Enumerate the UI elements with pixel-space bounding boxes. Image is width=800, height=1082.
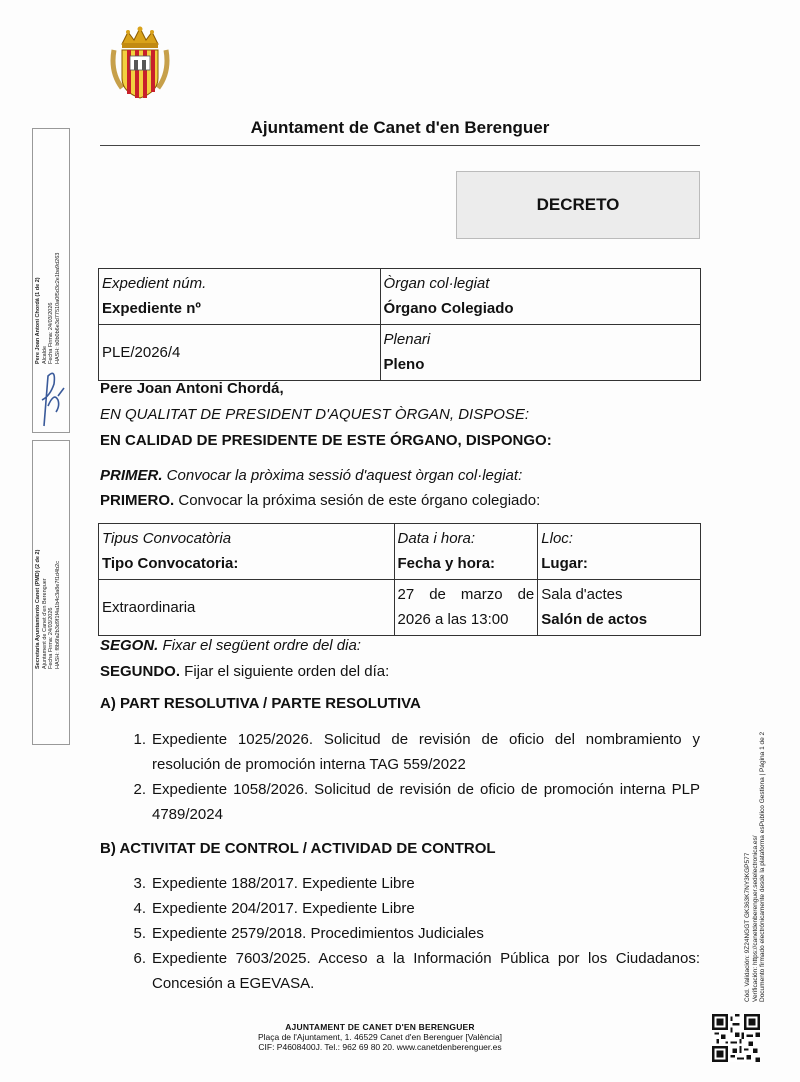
- signature-panel-2: [32, 440, 70, 745]
- agenda-item: [100, 946, 700, 996]
- second-point-label-es: SEGUNDO.: [100, 663, 181, 680]
- session-type-value: Extraordinaria: [102, 599, 196, 616]
- session-date-cell: [394, 580, 538, 636]
- agenda-item-number: 5.: [133, 925, 146, 942]
- agenda-item: [100, 727, 700, 777]
- organ-label-es: Órgano Colegiado: [383, 300, 514, 317]
- expedient-table: [98, 268, 701, 381]
- municipal-crest-logo: [108, 26, 172, 102]
- qr-code-icon: [712, 1014, 760, 1062]
- session-type-header: [99, 524, 395, 580]
- first-point-text-ca: Convocar la pròxima sessió d'aquest òrgan col·legiat:: [162, 467, 523, 484]
- agenda-item-text: Expediente 1058/2026. Solicitud de revisión de oficio de promoción interna PLP 4789/2024: [152, 781, 700, 823]
- expedient-label-ca: Expedient núm.: [102, 275, 207, 292]
- validation-code: Cód. Validación: 9Z24NGGT GK363K7NY3KGP577: [744, 852, 751, 1002]
- section-b-heading: B) ACTIVITAT DE CONTROL / ACTIVIDAD DE CONTROL: [100, 840, 496, 857]
- session-place-label-ca: Lloc:: [541, 530, 573, 547]
- expedient-number: PLE/2026/4: [102, 344, 181, 361]
- second-point-text-ca: Fixar el següent ordre del dia:: [158, 637, 361, 654]
- page-footer: [220, 1022, 540, 1052]
- agenda-item-number: 4.: [133, 900, 146, 917]
- first-point-ca: [100, 467, 522, 484]
- footer-org-name: AJUNTAMENT DE CANET D'EN BERENGUER: [285, 1022, 475, 1032]
- signature-2-date: Fecha Firma: 24/03/2026: [48, 607, 54, 669]
- first-point-es: [100, 492, 540, 509]
- organ-label-ca: Òrgan col·legiat: [383, 275, 490, 292]
- footer-address: Plaça de l'Ajuntament, 1. 46529 Canet d'en Berenguer [València]: [257, 1032, 503, 1042]
- session-type-label-es: Tipo Convocatoria:: [102, 555, 239, 572]
- first-point-label-es: PRIMERO.: [100, 492, 175, 509]
- agenda-item-text: Expediente 2579/2018. Procedimientos Judiciales: [152, 925, 484, 942]
- session-date-value-1: 27 de marzo de: [397, 586, 535, 603]
- footer-contact: CIF: P4608400J. Tel.: 962 69 80 20. www.canetdenberenguer.es: [258, 1042, 502, 1052]
- expedient-value-cell: [99, 325, 381, 381]
- municipality-title: Ajuntament de Canet d'en Berenguer: [250, 118, 550, 137]
- session-place-header: [538, 524, 701, 580]
- section-a-list: [100, 727, 700, 827]
- second-point-text-es: Fijar el siguiente orden del día:: [180, 663, 390, 680]
- header-divider: [100, 145, 700, 146]
- first-point-label-ca: PRIMER.: [100, 467, 163, 484]
- first-point-text-es: Convocar la próxima sesión de este órgano colegiado:: [174, 492, 541, 509]
- president-name: Pere Joan Antoni Chordá,: [100, 380, 284, 397]
- agenda-item-number: 2.: [133, 781, 146, 798]
- session-type-cell: [99, 580, 395, 636]
- agenda-item-text: Expediente 7603/2025. Acceso a la Información Pública por los Ciudadanos: Concesión a EGEVASA.: [152, 950, 700, 992]
- second-point-ca: [100, 637, 361, 654]
- expedient-header-cell: [99, 269, 381, 325]
- section-b-list: [100, 871, 700, 996]
- signature-1-text: [35, 253, 61, 364]
- organ-value-ca: Plenari: [383, 331, 431, 348]
- agenda-item: [100, 921, 700, 946]
- session-place-label-es: Lugar:: [541, 555, 588, 572]
- agenda-item-text: Expediente 188/2017. Expediente Libre: [152, 875, 415, 892]
- second-point-es: [100, 663, 389, 680]
- session-date-label-ca: Data i hora:: [397, 530, 476, 547]
- signature-2-hash: HASH: f8b6fa2b3d9f1f4a1b4c3a8e7f1d4b2c: [54, 561, 61, 669]
- section-a-heading: A) PART RESOLUTIVA / PARTE RESOLUTIVA: [100, 695, 421, 712]
- agenda-item-text: Expediente 204/2017. Expediente Libre: [152, 900, 415, 917]
- agenda-item: [100, 896, 700, 921]
- agenda-item-text: Expediente 1025/2026. Solicitud de revisión de oficio del nombramiento y resolución de promoción interna TAG 559/2022: [152, 731, 700, 773]
- signature-1-signer: Pere Joan Antoni Chordá (1 de 2): [35, 277, 41, 364]
- capacity-statement-es: EN CALIDAD DE PRESIDENTE DE ESTE ÓRGANO, DISPONGO:: [100, 432, 552, 449]
- validation-text: [744, 672, 767, 1002]
- session-type-label-ca: Tipus Convocatòria: [102, 530, 232, 547]
- session-date-label-es: Fecha y hora:: [397, 555, 496, 572]
- session-table: [98, 523, 701, 636]
- validation-url: Verificación: https://canetdenberenguer.sedelectronica.es/: [751, 835, 759, 1002]
- validation-platform: Documento firmado electrónicamente desde la plataforma esPublico Gestiona | Página 1 de 2: [759, 731, 766, 1002]
- signature-2-org: Ajuntament de Canet d'en Berenguer: [41, 578, 48, 669]
- session-date-value-2: 2026 a las 13:00: [397, 611, 509, 628]
- decree-type-box: [456, 171, 700, 239]
- signature-1-hash: HASH: b0b0b6e3d77510a0f5d3c2e1ba9d263: [54, 252, 61, 364]
- expedient-label-es: Expediente nº: [102, 300, 201, 317]
- session-place-cell: [538, 580, 701, 636]
- session-place-value-es: Salón de actos: [541, 611, 648, 628]
- signature-1-role: Alcalde: [41, 345, 48, 364]
- session-place-value-ca: Sala d'actes: [541, 586, 623, 603]
- handwritten-signature-icon: [34, 366, 68, 432]
- agenda-item-number: 3.: [133, 875, 146, 892]
- decree-type-label: DECRETO: [536, 195, 620, 214]
- organ-header-cell: [380, 269, 700, 325]
- agenda-item: [100, 871, 700, 896]
- second-point-label-ca: SEGON.: [100, 637, 159, 654]
- signature-2-signer: Secretaria Ayuntamiento Canet (PMD) (2 de 2): [35, 549, 41, 669]
- organ-value-cell: [380, 325, 700, 381]
- signature-1-date: Fecha Firma: 24/03/2026: [48, 302, 54, 364]
- signature-2-text: [35, 550, 61, 669]
- agenda-item-number: 1.: [133, 731, 146, 748]
- agenda-item-number: 6.: [133, 950, 146, 967]
- capacity-statement-ca: EN QUALITAT DE PRESIDENT D'AQUEST ÒRGAN, DISPOSE:: [100, 406, 530, 423]
- organ-value-es: Pleno: [383, 356, 425, 373]
- agenda-item: [100, 777, 700, 827]
- session-date-header: [394, 524, 538, 580]
